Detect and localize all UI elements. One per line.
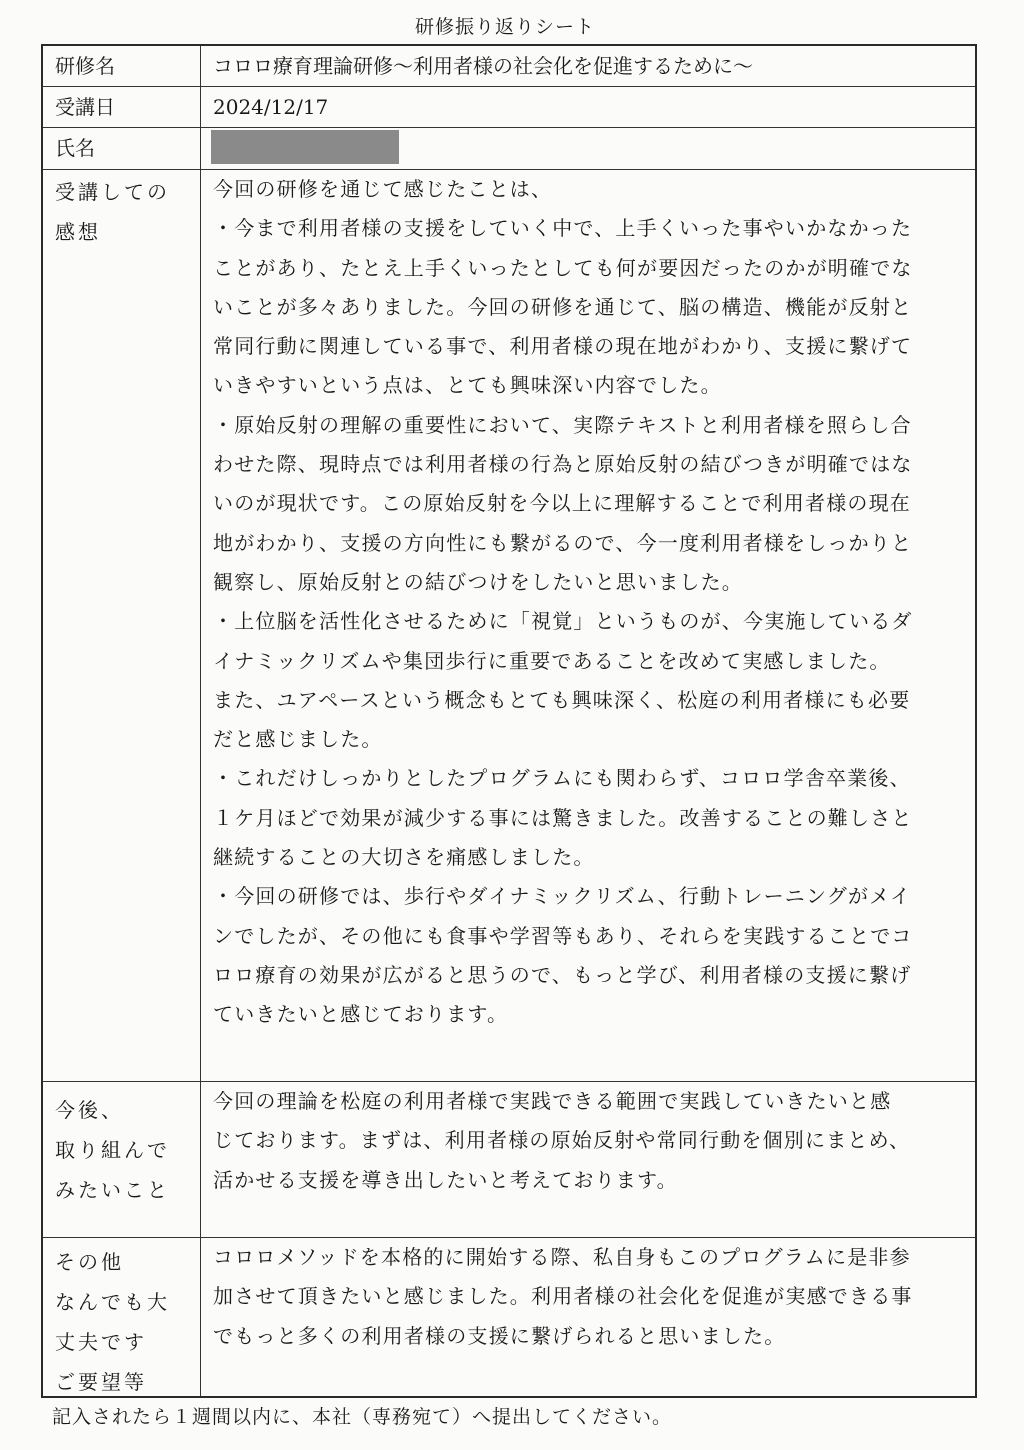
label-impressions (43, 170, 201, 1081)
label-other-line3: 丈夫です (55, 1330, 147, 1354)
impressions-text-line: ことがあり、たとえ上手くいったとしても何が要因だったのかが明確でな (213, 255, 913, 280)
other-requests-text-line: でもっと多くの利用者様の支援に繋げられると思いました。 (213, 1323, 786, 1348)
value-training-name: コロロ療育理論研修～利用者様の社会化を促進するために～ (213, 54, 753, 78)
impressions-text-line: ロロ療育の効果が広がると思うので、もっと学び、利用者様の支援に繋げ (213, 962, 912, 987)
future-plans-text-line: 活かせる支援を導き出したいと考えております。 (213, 1167, 678, 1192)
impressions-text-line: ・これだけしっかりとしたプログラムにも関わらず、コロロ学舎卒業後、 (213, 766, 911, 791)
submission-instruction: 記入されたら１週間以内に、本社（専務宛て）へ提出してください。 (52, 1406, 673, 1428)
impressions-text-line: 地がわかり、支援の方向性にも繋がるので、今一度利用者様をしっかりと (213, 530, 913, 555)
impressions-text-line: ていきたいと感じております。 (213, 1002, 509, 1027)
impressions-text-line: いきやすいという点は、とても興味深い内容でした。 (213, 373, 722, 398)
label-impressions-line2: 感想 (55, 220, 101, 244)
impressions-text-line: また、ユアペースという概念もとても興味深く、松庭の利用者様にも必要 (213, 687, 911, 712)
future-plans-text-line: じております。まずは、利用者様の原始反射や常同行動を個別にまとめ、 (213, 1128, 911, 1153)
row-training-name (43, 46, 975, 87)
impressions-text-line: ンでしたが、その他にも食事や学習等もあり、それらを実践することでコ (213, 923, 913, 948)
label-other-line1: その他 (55, 1250, 124, 1274)
label-impressions-line1: 受講しての (55, 180, 170, 204)
row-attendance-date (43, 87, 975, 128)
label-training-name: 研修名 (43, 46, 201, 86)
impressions-text-line: １ケ月ほどで効果が減少する事には驚きました。改善することの難しさと (213, 805, 913, 830)
document-title: 研修振り返りシート (414, 16, 595, 38)
label-future-plans (43, 1082, 201, 1237)
impressions-text-line: いことが多々ありました。今回の研修を通じて、脳の構造、機能が反射と (213, 294, 913, 319)
row-other-requests (43, 1238, 975, 1396)
value-attendance-date: 2024/12/17 (213, 95, 329, 119)
impressions-text (201, 170, 975, 1081)
label-name: 氏名 (43, 128, 201, 169)
impressions-text-line: 継続することの大切さを痛感しました。 (213, 845, 595, 870)
impressions-text-line: わせた際、現時点では利用者様の行為と原始反射の結びつきが明確ではな (213, 452, 913, 477)
impressions-text-line: だと感じました。 (213, 727, 383, 752)
impressions-text-line: いのが現状です。この原始反射を今以上に理解することで利用者様の現在 (213, 491, 911, 516)
other-requests-text-line: コロロメソッドを本格的に開始する際、私自身もこのプログラムに是非参 (213, 1245, 911, 1269)
other-requests-text (201, 1238, 975, 1396)
impressions-text-line: ・今回の研修では、歩行やダイナミックリズム、行動トレーニングがメイ (213, 884, 912, 909)
impressions-text-line: ・上位脳を活性化させるために「視覚」というものが、今実施しているダ (213, 609, 913, 634)
label-future-line1: 今後、 (55, 1098, 124, 1122)
label-future-line2: 取り組んで (55, 1138, 170, 1162)
label-other-line4: ご要望等 (55, 1370, 147, 1394)
row-future-plans (43, 1082, 975, 1238)
impressions-text-line: イナミックリズムや集団歩行に重要であることを改めて実感しました。 (213, 648, 891, 673)
future-plans-text-line: 今回の理論を松庭の利用者様で実践できる範囲で実践していきたいと感 (213, 1089, 892, 1113)
impressions-text-line: ・原始反射の理解の重要性において、実際テキストと利用者様を照らし合 (213, 412, 912, 437)
impressions-text-line: 今回の研修を通じて感じたことは、 (213, 177, 553, 201)
other-requests-text-line: 加させて頂きたいと感じました。利用者様の社会化を促進が実感できる事 (213, 1284, 913, 1309)
label-attendance-date: 受講日 (43, 87, 201, 127)
row-impressions (43, 170, 975, 1082)
row-name (43, 128, 975, 170)
label-other-requests (43, 1238, 201, 1396)
redacted-name-block (211, 130, 399, 164)
impressions-text-line: 常同行動に関連している事で、利用者様の現在地がわかり、支援に繋げて (213, 334, 913, 359)
label-other-line2: なんでも大 (55, 1290, 170, 1314)
impressions-text-line: ・今まで利用者様の支援をしていく中で、上手くいった事やいかなかった (213, 216, 913, 241)
reflection-form-table (41, 44, 977, 1398)
label-future-line3: みたいこと (55, 1178, 170, 1202)
impressions-text-line: 観察し、原始反射との結びつけをしたいと思いました。 (213, 569, 743, 594)
future-plans-text (201, 1082, 975, 1237)
